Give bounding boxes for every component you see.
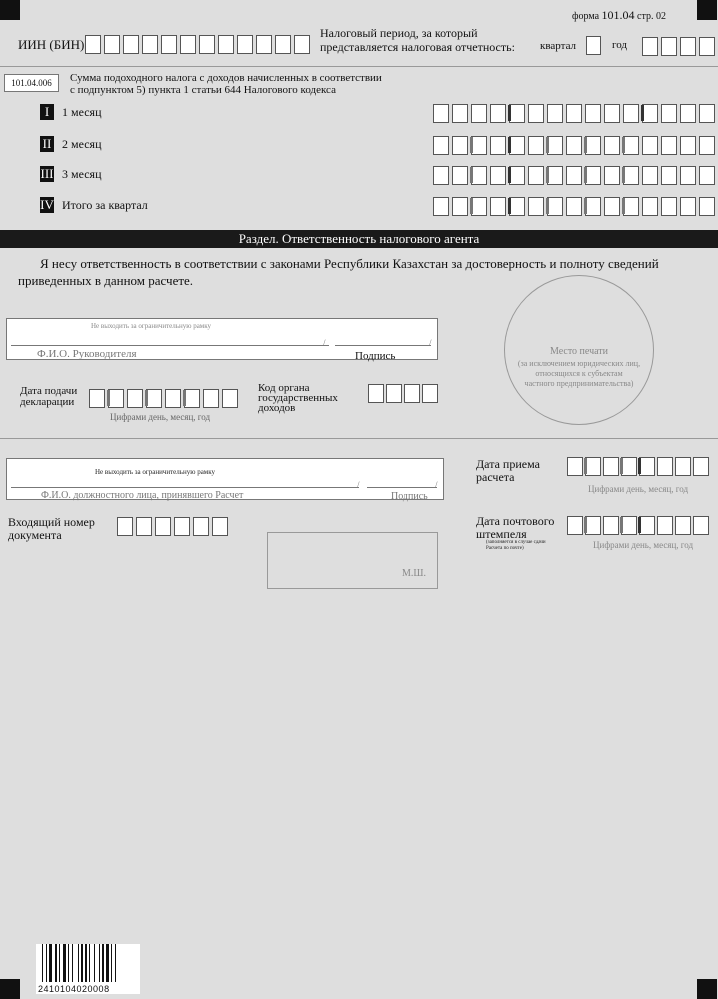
postmark-date-digit-cell[interactable] — [693, 516, 709, 535]
tax-amount-digit-cell[interactable] — [604, 166, 620, 185]
incoming-number-digit-cell[interactable] — [212, 517, 228, 536]
tax-amount-digit-cell[interactable] — [661, 197, 677, 216]
section-header — [0, 230, 718, 248]
postmark-date-digit-cell[interactable] — [567, 516, 583, 535]
tax-amount-digit-cell[interactable] — [433, 136, 449, 155]
official-name-input[interactable] — [11, 475, 355, 486]
tax-amount-digit-cell[interactable] — [699, 166, 715, 185]
authority-code-digit-cell[interactable] — [368, 384, 384, 403]
tax-amount-digit-cell[interactable] — [585, 136, 601, 155]
tax-amount-digit-cell[interactable] — [433, 166, 449, 185]
tax-amount-digit-cell[interactable] — [452, 197, 468, 216]
tax-amount-digit-cell[interactable] — [661, 166, 677, 185]
authority-code-label: Код органа государственных доходов — [258, 382, 338, 414]
tax-amount-digit-cell[interactable] — [509, 104, 525, 123]
iin-digit-cell[interactable] — [161, 35, 177, 54]
frame-note: Не выходить за ограничительную рамку — [91, 322, 212, 330]
head-name-input[interactable] — [11, 333, 321, 344]
barcode-bar — [99, 944, 100, 982]
tax-amount-digit-cell[interactable] — [528, 197, 544, 216]
tax-amount-digit-cell[interactable] — [661, 136, 677, 155]
submit-date-digit-cell[interactable] — [146, 389, 162, 408]
section-title: Раздел. Ответственность налогового агента — [238, 231, 480, 246]
line-end-mark: / — [429, 338, 432, 348]
postmark-date-digit-cell[interactable] — [603, 516, 619, 535]
official-signature-label: Подпись — [391, 491, 428, 502]
iin-digit-cell[interactable] — [123, 35, 139, 54]
submit-date-digit-cell[interactable] — [108, 389, 124, 408]
tax-amount-digit-cell[interactable] — [471, 197, 487, 216]
head-name-line — [11, 345, 329, 346]
stamp-box — [267, 532, 438, 589]
tax-amount-digit-cell[interactable] — [528, 136, 544, 155]
frame-note: Не выходить за ограничительную рамку — [95, 468, 216, 476]
tax-amount-digit-cell[interactable] — [642, 166, 658, 185]
tax-amount-digit-cell[interactable] — [566, 166, 582, 185]
receipt-date-digit-cell[interactable] — [693, 457, 709, 476]
tax-amount-digit-cell[interactable] — [509, 136, 525, 155]
tax-amount-digit-cell[interactable] — [490, 104, 506, 123]
tax-amount-digit-cell[interactable] — [433, 197, 449, 216]
tax-amount-digit-cell[interactable] — [509, 166, 525, 185]
receipt-date-digit-cell[interactable] — [603, 457, 619, 476]
year-digit-cell[interactable] — [699, 37, 715, 56]
corner-mark-top-left — [0, 0, 20, 20]
barcode-bar — [81, 944, 83, 982]
tax-amount-digit-cell[interactable] — [642, 197, 658, 216]
corner-mark-bottom-left — [0, 979, 20, 999]
iin-digit-cell[interactable] — [218, 35, 234, 54]
barcode-bar — [106, 944, 109, 982]
tax-amount-digit-cell[interactable] — [604, 136, 620, 155]
official-name-label: Ф.И.О. должностного лица, принявшего Расчет — [41, 490, 244, 501]
tax-amount-digit-cell[interactable] — [547, 136, 563, 155]
authority-code-digit-cell[interactable] — [404, 384, 420, 403]
incoming-number-label: Входящий номер документа — [8, 515, 95, 542]
corner-mark-bottom-right — [697, 979, 717, 999]
barcode-bar — [78, 944, 79, 982]
tax-amount-digit-cell[interactable] — [528, 166, 544, 185]
tax-amount-digit-cell[interactable] — [680, 136, 696, 155]
tax-amount-digit-cell[interactable] — [661, 104, 677, 123]
head-signature-input[interactable] — [337, 333, 431, 344]
postmark-date-hint: Цифрами день, месяц, год — [593, 540, 694, 550]
tax-amount-digit-cell[interactable] — [528, 104, 544, 123]
iin-digit-cell[interactable] — [85, 35, 101, 54]
barcode-bar — [115, 944, 116, 982]
iin-digit-cell[interactable] — [237, 35, 253, 54]
barcode-bar — [94, 944, 95, 982]
authority-code-digit-cell[interactable] — [422, 384, 438, 403]
barcode-bar — [42, 944, 43, 982]
tax-amount-digit-cell[interactable] — [585, 104, 601, 123]
postmark-date-digit-cell[interactable] — [639, 516, 655, 535]
barcode-bar — [49, 944, 52, 982]
barcode-bar — [85, 944, 87, 982]
row-roman-numeral: IV — [40, 197, 54, 212]
statement-line-1: Я несу ответственность в соответствии с законами Республики Казахстан за достоверность и полноту сведений — [40, 256, 659, 271]
incoming-number-digit-cell[interactable] — [193, 517, 209, 536]
iin-digit-cell[interactable] — [142, 35, 158, 54]
receipt-date-digit-cell[interactable] — [621, 457, 637, 476]
tax-amount-digit-cell[interactable] — [699, 104, 715, 123]
year-digit-cell[interactable] — [680, 37, 696, 56]
head-signature-frame — [6, 318, 438, 360]
submit-date-digit-cell[interactable] — [127, 389, 143, 408]
seal-note-1: (за исключением юридических лиц, — [517, 359, 641, 368]
head-signature-label: Подпись — [355, 350, 396, 362]
iin-digit-cell[interactable] — [180, 35, 196, 54]
row-roman-numeral: I — [40, 104, 54, 120]
iin-digit-cell[interactable] — [104, 35, 120, 54]
barcode-bar — [46, 944, 47, 982]
form-number: 101.04 — [601, 8, 635, 22]
incoming-number-digit-cell[interactable] — [174, 517, 190, 536]
official-signature-input[interactable] — [369, 475, 435, 486]
seal-note-2: относящихся к субъектам — [535, 369, 623, 378]
official-name-line — [11, 487, 359, 488]
tax-amount-digit-cell[interactable] — [433, 104, 449, 123]
iin-digit-cell[interactable] — [294, 35, 310, 54]
tax-amount-digit-cell[interactable] — [623, 104, 639, 123]
iin-digit-cell[interactable] — [256, 35, 272, 54]
tax-row-label: Итого за квартал — [62, 198, 148, 212]
barcode-bar — [111, 944, 112, 982]
incoming-number-digit-cell[interactable] — [136, 517, 152, 536]
iin-label: ИИН (БИН) — [18, 37, 85, 52]
submit-date-digit-cell[interactable] — [222, 389, 238, 408]
postmark-date-digit-cell[interactable] — [621, 516, 637, 535]
period-label: Налоговый период, за который представляется налоговая отчетность: — [320, 26, 515, 54]
barcode — [36, 944, 140, 994]
tax-amount-digit-cell[interactable] — [490, 136, 506, 155]
iin-digit-cell[interactable] — [275, 35, 291, 54]
tax-row-label: 1 месяц — [62, 105, 102, 119]
head-name-label: Ф.И.О. Руководителя — [37, 348, 137, 360]
year-label: год — [612, 39, 628, 51]
tax-amount-digit-cell[interactable] — [547, 104, 563, 123]
tax-amount-digit-cell[interactable] — [490, 166, 506, 185]
submit-date-label: Дата подачи декларации — [20, 385, 78, 408]
tax-amount-digit-cell[interactable] — [642, 136, 658, 155]
receipt-date-hint: Цифрами день, месяц, год — [588, 484, 689, 494]
row-roman-numeral: II — [40, 136, 54, 152]
line-end-mark: / — [435, 480, 438, 490]
tax-amount-digit-cell[interactable] — [452, 104, 468, 123]
receipt-date-digit-cell[interactable] — [657, 457, 673, 476]
postmark-date-digit-cell[interactable] — [657, 516, 673, 535]
submit-date-digit-cell[interactable] — [203, 389, 219, 408]
official-signature-line — [367, 487, 437, 488]
seal-title: Место печати — [549, 346, 609, 357]
postmark-date-label: Дата почтового штемпеля — [476, 514, 555, 541]
iin-digit-cell[interactable] — [199, 35, 215, 54]
submit-date-digit-cell[interactable] — [165, 389, 181, 408]
barcode-bar — [72, 944, 73, 982]
tax-code-box: 101.04.006 — [4, 74, 59, 92]
postmark-date-digit-cell[interactable] — [675, 516, 691, 535]
submit-date-digit-cell[interactable] — [184, 389, 200, 408]
receipt-date-digit-cell[interactable] — [585, 457, 601, 476]
tax-amount-digit-cell[interactable] — [471, 166, 487, 185]
official-signature-frame — [6, 458, 444, 500]
tax-amount-digit-cell[interactable] — [547, 197, 563, 216]
tax-amount-digit-cell[interactable] — [604, 197, 620, 216]
tax-amount-digit-cell[interactable] — [604, 104, 620, 123]
tax-amount-digit-cell[interactable] — [490, 197, 506, 216]
tax-amount-digit-cell[interactable] — [566, 136, 582, 155]
receipt-date-digit-cell[interactable] — [675, 457, 691, 476]
tax-amount-digit-cell[interactable] — [680, 166, 696, 185]
seal-place — [504, 275, 654, 425]
postmark-date-digit-cell[interactable] — [585, 516, 601, 535]
postmark-note: (заполняется в случае сдачи Расчета по почте) — [486, 540, 546, 551]
authority-code-digit-cell[interactable] — [386, 384, 402, 403]
tax-row-label: 2 месяц — [62, 137, 102, 151]
tax-amount-digit-cell[interactable] — [680, 197, 696, 216]
year-digit-cell[interactable] — [642, 37, 658, 56]
line-end-mark: / — [357, 480, 360, 490]
submit-date-hint: Цифрами день, месяц, год — [110, 412, 211, 422]
tax-amount-digit-cell[interactable] — [699, 136, 715, 155]
page-number: стр. 02 — [637, 11, 666, 22]
year-digit-cell[interactable] — [661, 37, 677, 56]
tax-amount-digit-cell[interactable] — [452, 136, 468, 155]
barcode-bar — [59, 944, 60, 982]
incoming-number-digit-cell[interactable] — [155, 517, 171, 536]
barcode-bar — [68, 944, 69, 982]
receipt-date-label: Дата приема расчета — [476, 457, 540, 484]
tax-amount-digit-cell[interactable] — [585, 166, 601, 185]
tax-amount-digit-cell[interactable] — [623, 197, 639, 216]
tax-amount-digit-cell[interactable] — [509, 197, 525, 216]
head-signature-line — [335, 345, 431, 346]
tax-amount-digit-cell[interactable] — [471, 104, 487, 123]
tax-amount-digit-cell[interactable] — [642, 104, 658, 123]
reception-divider — [0, 438, 718, 439]
barcode-bar — [89, 944, 90, 982]
submit-date-digit-cell[interactable] — [89, 389, 105, 408]
tax-amount-digit-cell[interactable] — [547, 166, 563, 185]
quarter-label: квартал — [540, 40, 577, 52]
barcode-bar — [63, 944, 66, 982]
quarter-input[interactable] — [586, 36, 601, 55]
receipt-date-digit-cell[interactable] — [639, 457, 655, 476]
tax-amount-digit-cell[interactable] — [452, 166, 468, 185]
seal-note-3: частного предпринимательства) — [524, 379, 634, 388]
statement-line-2: приведенных в данном расчете. — [18, 273, 194, 288]
incoming-number-digit-cell[interactable] — [117, 517, 133, 536]
tax-sum-description: Сумма подоходного налога с доходов начисленных в соответствии с подпунктом 5) пункта 1 статьи 644 Налогового кодекса — [70, 72, 382, 96]
barcode-bar — [55, 944, 57, 982]
tax-amount-digit-cell[interactable] — [699, 197, 715, 216]
tax-amount-digit-cell[interactable] — [623, 166, 639, 185]
tax-amount-digit-cell[interactable] — [623, 136, 639, 155]
barcode-bar — [102, 944, 104, 982]
receipt-date-digit-cell[interactable] — [567, 457, 583, 476]
tax-amount-digit-cell[interactable] — [566, 197, 582, 216]
header-divider — [0, 66, 718, 67]
line-end-mark: / — [323, 338, 326, 348]
stamp-label: М.Ш. — [402, 568, 426, 579]
form-label: форма 101.04 стр. 02 — [572, 8, 666, 22]
tax-amount-digit-cell[interactable] — [680, 104, 696, 123]
tax-amount-digit-cell[interactable] — [585, 197, 601, 216]
tax-row-label: 3 месяц — [62, 167, 102, 181]
barcode-number: 2410104020008 — [38, 984, 110, 994]
tax-amount-digit-cell[interactable] — [471, 136, 487, 155]
row-roman-numeral: III — [40, 166, 54, 181]
corner-mark-top-right — [697, 0, 717, 20]
tax-amount-digit-cell[interactable] — [566, 104, 582, 123]
